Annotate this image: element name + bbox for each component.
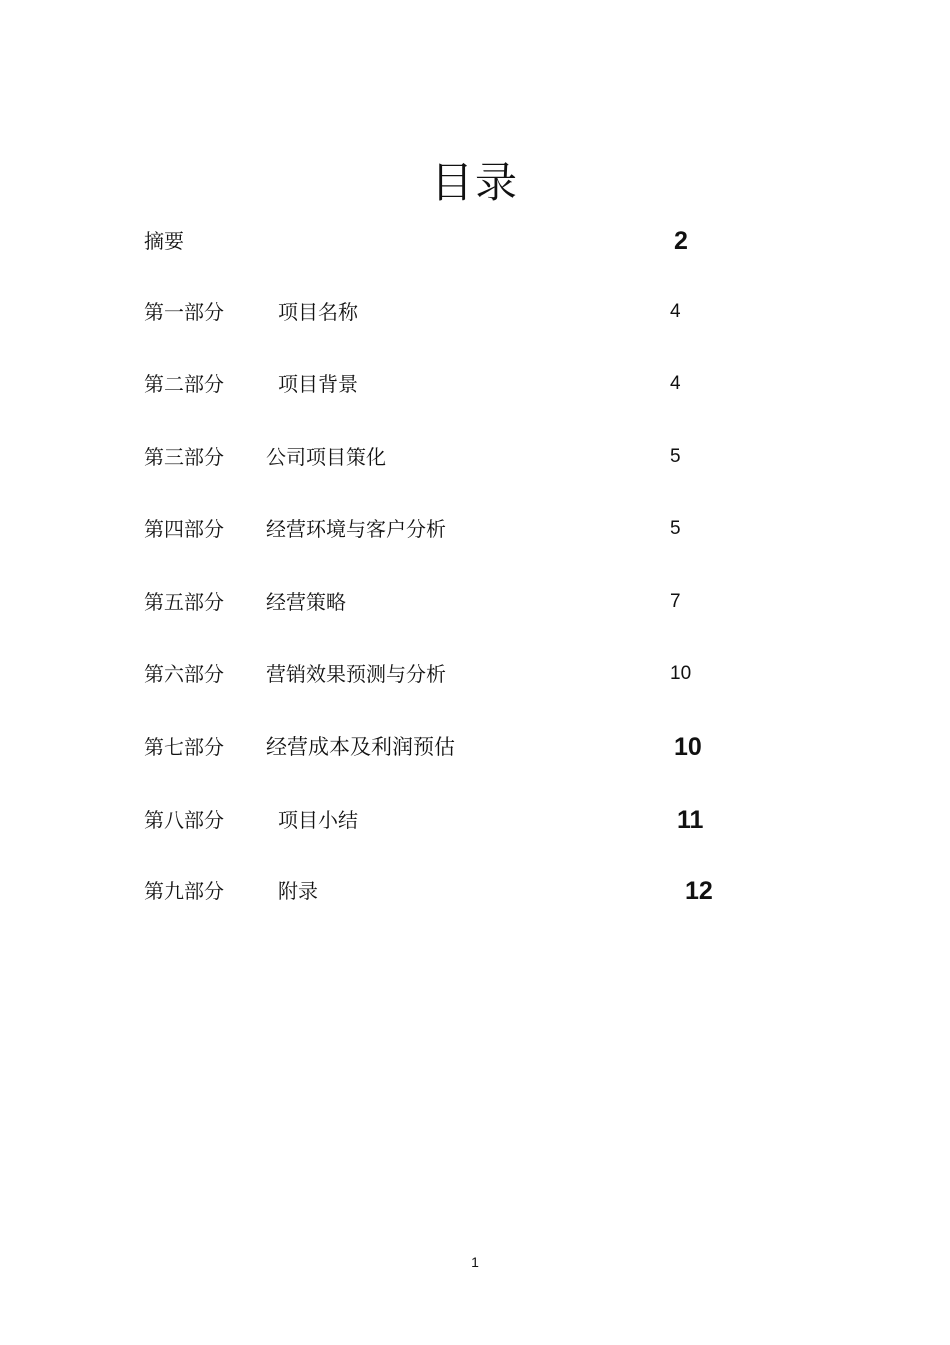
toc-heading: 项目小结 — [278, 808, 358, 832]
toc-title: 目录 — [430, 158, 519, 208]
toc-entry-part-6[interactable] — [0, 654, 950, 694]
toc-part-label: 第九部分 — [144, 879, 224, 903]
toc-heading: 公司项目策化 — [266, 445, 386, 469]
toc-heading: 经营环境与客户分析 — [266, 517, 446, 541]
toc-part-label: 第五部分 — [144, 590, 224, 614]
page-footer-number: 1 — [471, 1254, 479, 1270]
toc-entry-part-1[interactable] — [0, 292, 950, 332]
toc-part-label: 摘要 — [144, 229, 184, 253]
toc-page-number: 7 — [670, 591, 681, 612]
toc-entry-part-3[interactable] — [0, 437, 950, 477]
toc-heading: 附录 — [278, 879, 318, 903]
toc-entry-part-7[interactable] — [0, 727, 950, 767]
toc-entry-part-9[interactable] — [0, 871, 950, 911]
toc-heading: 项目名称 — [278, 300, 358, 324]
toc-heading: 经营成本及利润预估 — [266, 735, 455, 759]
toc-entry-summary[interactable] — [0, 221, 950, 261]
toc-heading: 项目背景 — [278, 372, 358, 396]
toc-part-label: 第一部分 — [144, 300, 224, 324]
toc-page-number: 5 — [670, 446, 681, 467]
toc-page-number: 2 — [674, 227, 688, 255]
toc-entry-part-2[interactable] — [0, 364, 950, 404]
toc-part-label: 第三部分 — [144, 445, 224, 469]
toc-page-number: 11 — [677, 806, 704, 834]
toc-entry-part-5[interactable] — [0, 582, 950, 622]
toc-entry-part-4[interactable] — [0, 509, 950, 549]
toc-page-number: 12 — [685, 877, 713, 905]
toc-part-label: 第八部分 — [144, 808, 224, 832]
toc-page-number: 4 — [670, 301, 681, 322]
toc-page-number: 4 — [670, 373, 681, 394]
toc-page-number: 10 — [670, 663, 692, 684]
toc-page-number: 5 — [670, 518, 681, 539]
toc-entry-part-8[interactable] — [0, 800, 950, 840]
toc-heading: 经营策略 — [266, 590, 346, 614]
toc-heading: 营销效果预测与分析 — [266, 662, 446, 686]
toc-part-label: 第四部分 — [144, 517, 224, 541]
toc-part-label: 第六部分 — [144, 662, 224, 686]
toc-part-label: 第七部分 — [144, 735, 224, 759]
toc-part-label: 第二部分 — [144, 372, 224, 396]
toc-page-number: 10 — [674, 733, 702, 761]
